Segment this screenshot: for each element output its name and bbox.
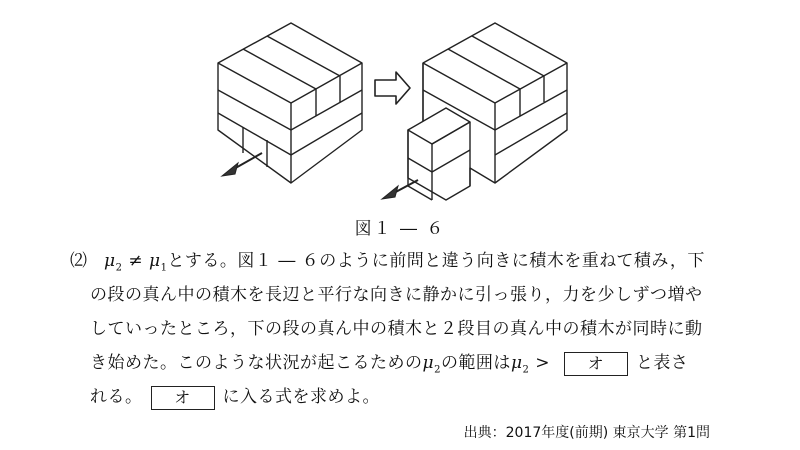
answer-blank-o-ref: オ bbox=[151, 386, 215, 410]
question-line-4: き始めた。このような状況が起こるための$\mu_2$の範囲は$\mu_2$ > オ と表さ bbox=[90, 353, 689, 376]
question-text bbox=[70, 244, 720, 414]
neq-symbol: ≠ bbox=[128, 251, 144, 271]
figure-caption: 図１ ― ６ bbox=[354, 219, 446, 239]
question-number: ⑵ bbox=[70, 251, 88, 271]
answer-blank-o: オ bbox=[564, 352, 628, 376]
question-line-2: の段の真ん中の積木を長辺と平行な向きに静かに引っ張り，力を少しずつ増や bbox=[90, 285, 703, 305]
mu1-symbol: $\mu_1$ bbox=[149, 251, 168, 274]
block-stack-figure bbox=[0, 0, 800, 210]
source-citation: 出典：2017年度(前期) 東京大学 第1問 bbox=[463, 425, 710, 441]
question-line-5: れる。 オ に入る式を求めよ。 bbox=[70, 380, 720, 414]
question-line-3: していったところ，下の段の真ん中の積木と２段目の真ん中の積木が同時に動 bbox=[90, 319, 703, 339]
transition-arrow bbox=[375, 72, 410, 104]
right-block-stack bbox=[408, 23, 567, 200]
left-block-stack bbox=[218, 23, 362, 183]
question-line-1: とする。図１ ― ６のように前問と違う向きに積木を重ねて積み，下 bbox=[167, 251, 705, 271]
mu2-symbol: $\mu_2$ bbox=[104, 251, 123, 274]
